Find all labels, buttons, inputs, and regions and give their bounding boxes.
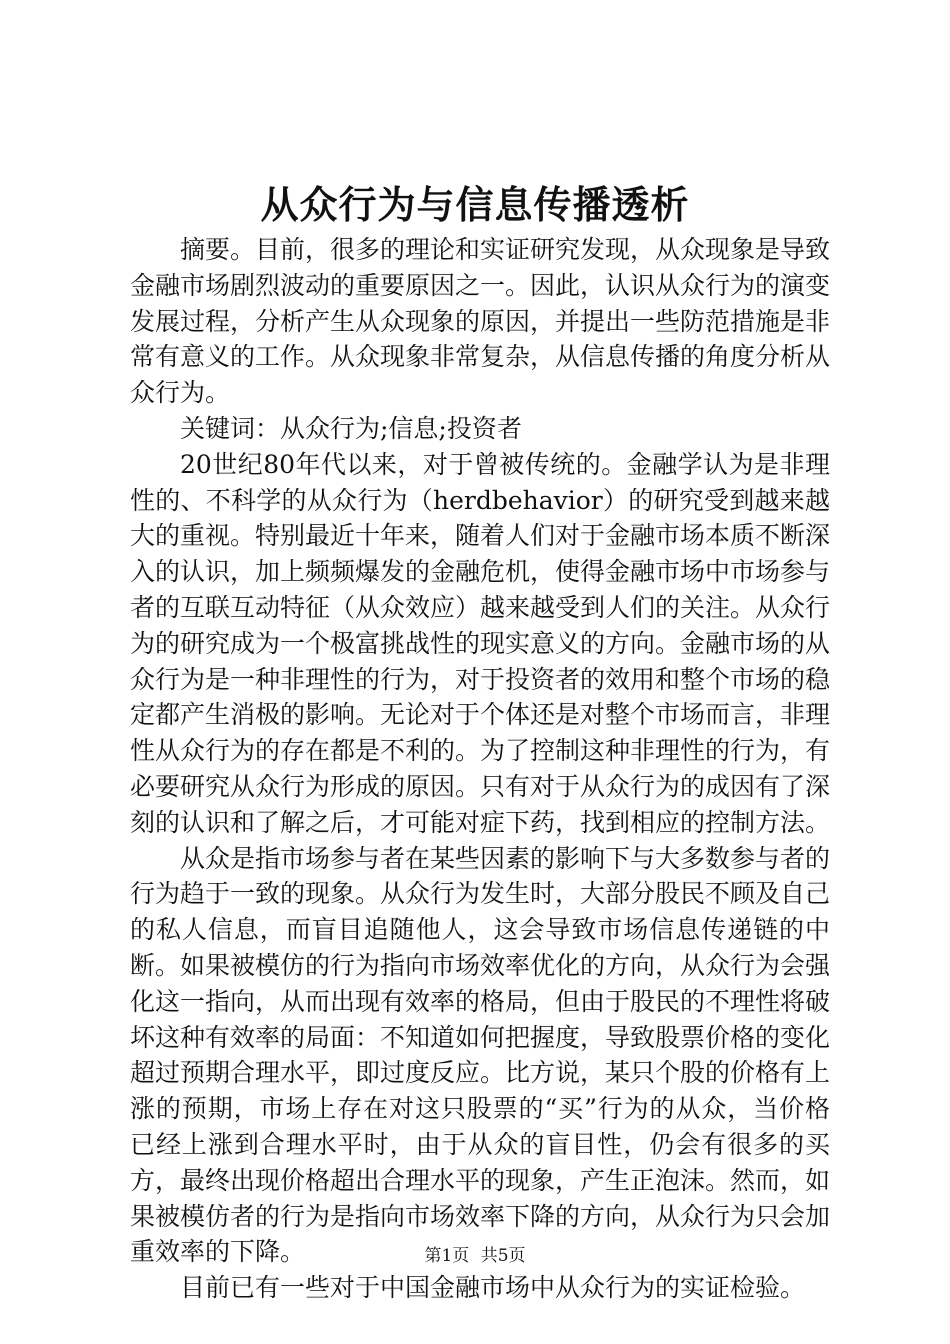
document-title: 从众行为与信息传播透析	[260, 182, 690, 227]
keywords-paragraph: 关键词：从众行为;信息;投资者	[180, 413, 522, 443]
body-paragraph: 从众是指市场参与者在某些因素的影响下与大多数参与者的行为趋于一致的现象。从众行为发生时，大部分股民不顾及自己的私人信息，而盲目追随他人，这会导致市场信息传递链的中断。如果被模仿的行为指向市场效率优化的方向，从众行为会强化这一指向，从而出现有效率的格局，但由于股民的不理性将破坏这种有效率的局面：不知道如何把握度，导致股票价格的变化超过预期合理水平，即过度反应。比方说，某只个股的价格有上涨的预期，市场上存在对这只股票的“买”行为的从众，当价格已经上涨到合理水平时，由于从众的盲目性，仍会有很多的买方，最终出现价格超出合理水平的现象，产生正泡沫。然而，如果被模仿者的行为是指向市场效率下降的方向，从众行为只会加重效率的下降。	[130, 843, 831, 1267]
page-footer	[0, 1244, 950, 1268]
body-paragraph: 目前已有一些对于中国金融市场中从众行为的实证检验。	[180, 1273, 806, 1303]
page-total: 共5页	[480, 1246, 526, 1266]
page-number: 第1页	[424, 1246, 470, 1266]
document-body	[130, 232, 830, 1306]
body-paragraph: 20世纪80年代以来，对于曾被传统的。金融学认为是非理性的、不科学的从众行为（herdbehavior）的研究受到越来越大的重视。特别最近十年来，随着人们对于金融市场本质不断深入的认识，加上频频爆发的金融危机，使得金融市场中市场参与者的互联互动特征（从众效应）越来越受到人们的关注。从众行为的研究成为一个极富挑战性的现实意义的方向。金融市场的从众行为是一种非理性的行为，对于投资者的效用和整个市场的稳定都产生消极的影响。无论对于个体还是对整个市场而言，非理性从众行为的存在都是不利的。为了控制这种非理性的行为，有必要研究从众行为形成的原因。只有对于从众行为的成因有了深刻的认识和了解之后，才可能对症下药，找到相应的控制方法。	[130, 449, 831, 837]
abstract-paragraph: 摘要。目前，很多的理论和实证研究发现，从众现象是导致金融市场剧烈波动的重要原因之一。因此，认识从众行为的演变发展过程，分析产生从众现象的原因，并提出一些防范措施是非常有意义的工作。从众现象非常复杂，从信息传播的角度分析从众行为。	[130, 235, 831, 408]
